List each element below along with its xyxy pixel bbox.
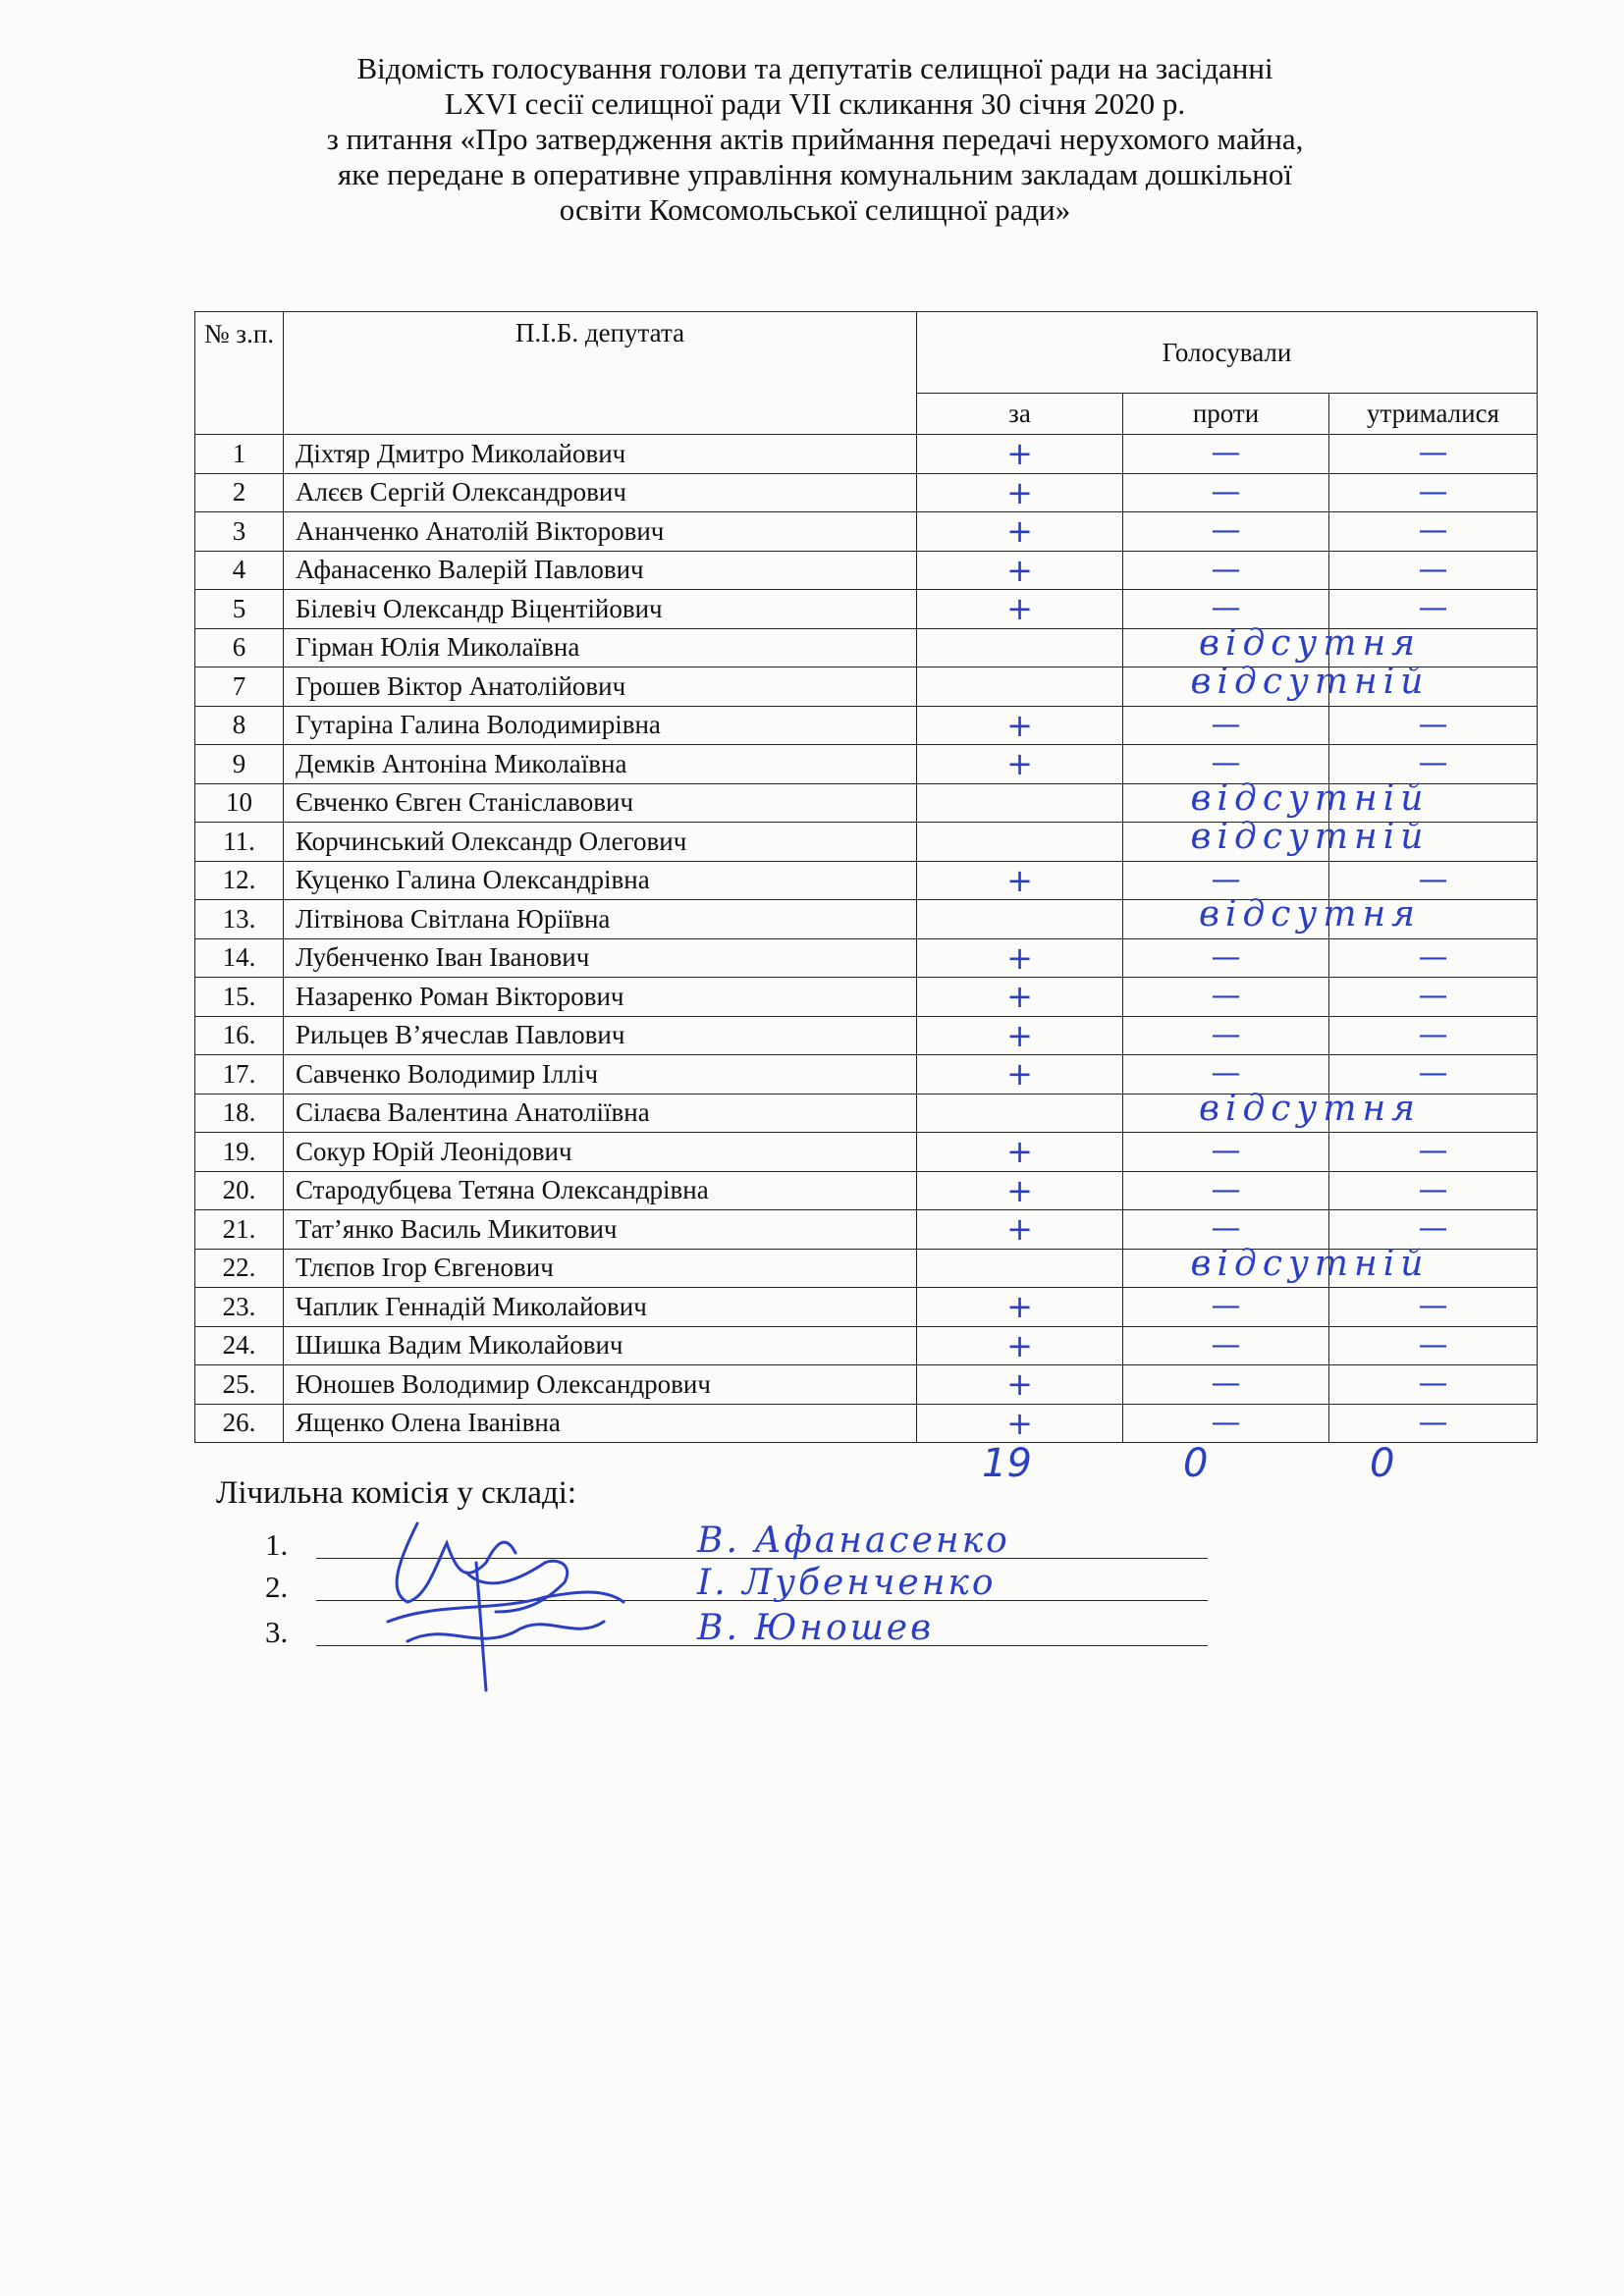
deputy-name: Алєєв Сергій Олександрович <box>284 473 917 512</box>
row-number: 2 <box>195 473 284 512</box>
table-row <box>195 938 1538 978</box>
commission-member-name: В. Афанасенко <box>697 1521 1010 1561</box>
deputy-name: Діхтяр Дмитро Миколайович <box>284 435 917 474</box>
row-number: 5 <box>195 590 284 629</box>
table-row <box>195 706 1538 745</box>
vote-for-mark: + <box>1006 1210 1033 1249</box>
row-number: 12. <box>195 861 284 900</box>
vote-abstain-mark: — <box>1418 436 1448 471</box>
vote-abstain-mark: — <box>1418 591 1448 626</box>
header-line-1: Відомість голосування голови та депутатів селищної ради на засіданні <box>356 51 1273 85</box>
vote-for-mark: + <box>1006 1326 1033 1364</box>
table-row <box>195 1326 1538 1365</box>
table-row <box>195 1249 1538 1288</box>
document-header <box>157 51 1473 228</box>
vote-against-mark: — <box>1211 1134 1241 1169</box>
deputy-name: Афанасенко Валерій Павлович <box>284 551 917 590</box>
vote-for-mark: + <box>1006 861 1033 899</box>
deputy-name: Стародубцева Тетяна Олександрівна <box>284 1171 917 1210</box>
row-number: 19. <box>195 1133 284 1172</box>
vote-abstain-mark: — <box>1418 552 1448 587</box>
vote-for-mark: + <box>1006 1055 1033 1094</box>
vote-for-mark: + <box>1006 1133 1033 1171</box>
signature-3b-stroke <box>407 1622 604 1641</box>
vote-abstain-mark: — <box>1418 1017 1448 1052</box>
vote-abstain-mark: — <box>1418 1056 1448 1092</box>
commission-member-name: І. Лубенченко <box>697 1563 997 1603</box>
column-header-abstain: утрималися <box>1329 394 1538 435</box>
vote-abstain-mark: — <box>1418 513 1448 549</box>
deputy-name: Тлєпов Ігор Євгенович <box>284 1249 917 1288</box>
column-header-against: проти <box>1123 394 1329 435</box>
vote-against-mark: — <box>1211 1172 1241 1207</box>
total-for: 19 <box>982 1441 1032 1486</box>
deputy-name: Лубенченко Іван Іванович <box>284 938 917 978</box>
row-number: 26. <box>195 1404 284 1443</box>
vote-for-mark: + <box>1006 512 1033 551</box>
row-number: 10 <box>195 783 284 823</box>
deputy-name: Сілаєва Валентина Анатоліївна <box>284 1094 917 1133</box>
vote-against-mark: — <box>1211 979 1241 1014</box>
table-row <box>195 978 1538 1017</box>
vote-abstain-mark: — <box>1418 1366 1448 1402</box>
vote-against-mark: — <box>1211 552 1241 587</box>
vote-against-mark: — <box>1211 1211 1241 1247</box>
vote-against-mark: — <box>1211 513 1241 549</box>
column-header-voted: Голосували <box>917 312 1538 394</box>
row-number: 14. <box>195 938 284 978</box>
vote-for-mark: + <box>1006 978 1033 1016</box>
signature-3-stroke <box>388 1592 623 1622</box>
row-number: 7 <box>195 667 284 707</box>
absent-mark: відсутня <box>1198 1088 1421 1129</box>
vote-abstain-mark: — <box>1418 707 1448 742</box>
header-line-5: освіти Комсомольської селищної ради» <box>559 192 1071 227</box>
vote-abstain-mark: — <box>1418 1211 1448 1247</box>
vote-against-mark: — <box>1211 591 1241 626</box>
row-number: 3 <box>195 512 284 552</box>
row-number: 15. <box>195 978 284 1017</box>
deputy-name: Ананченко Анатолій Вікторович <box>284 512 917 552</box>
table-row <box>195 512 1538 552</box>
commission-member-number: 2. <box>265 1570 289 1604</box>
vote-for-mark: + <box>1006 1016 1033 1054</box>
deputy-name: Рильцев В’ячеслав Павлович <box>284 1016 917 1055</box>
vote-abstain-mark: — <box>1418 979 1448 1014</box>
vote-against-mark: — <box>1211 1327 1241 1362</box>
total-against: 0 <box>1183 1441 1209 1486</box>
deputy-name: Гірман Юлія Миколаївна <box>284 628 917 667</box>
vote-abstain-mark: — <box>1418 1172 1448 1207</box>
vote-abstain-mark: — <box>1418 474 1448 509</box>
absent-mark: відсутній <box>1190 662 1430 702</box>
table-row <box>195 1016 1538 1055</box>
deputy-name: Юношев Володимир Олександрович <box>284 1365 917 1405</box>
row-number: 22. <box>195 1249 284 1288</box>
vote-against-mark: — <box>1211 746 1241 781</box>
row-number: 4 <box>195 551 284 590</box>
row-number: 11. <box>195 823 284 862</box>
vote-abstain-mark: — <box>1418 1134 1448 1169</box>
vote-abstain-mark: — <box>1418 1405 1448 1440</box>
commission-member-name: В. Юношев <box>697 1608 935 1648</box>
vote-against-mark: — <box>1211 1017 1241 1052</box>
vote-abstain-mark: — <box>1418 1289 1448 1324</box>
absent-mark: відсутня <box>1198 894 1421 934</box>
deputy-name: Тат’янко Василь Микитович <box>284 1210 917 1250</box>
vote-abstain-mark: — <box>1418 939 1448 975</box>
vote-for-mark: + <box>1006 1404 1033 1442</box>
vote-for-mark: + <box>1006 706 1033 744</box>
vote-for-mark: + <box>1006 1288 1033 1326</box>
deputy-name: Ященко Олена Іванівна <box>284 1404 917 1443</box>
row-number: 1 <box>195 435 284 474</box>
table-row <box>195 900 1538 939</box>
row-number: 9 <box>195 745 284 784</box>
vote-for-mark: + <box>1006 435 1033 473</box>
table-row <box>195 823 1538 862</box>
vote-abstain-mark: — <box>1418 1327 1448 1362</box>
voting-table <box>194 311 1538 1443</box>
table-row <box>195 667 1538 707</box>
row-number: 20. <box>195 1171 284 1210</box>
row-number: 18. <box>195 1094 284 1133</box>
vote-against-mark: — <box>1211 707 1241 742</box>
table-row <box>195 1133 1538 1172</box>
deputy-name: Савченко Володимир Ілліч <box>284 1055 917 1095</box>
vote-against-mark: — <box>1211 1405 1241 1440</box>
deputy-name: Євченко Євген Станіславович <box>284 783 917 823</box>
absent-mark: відсутня <box>1198 622 1421 664</box>
deputy-name: Корчинський Олександр Олегович <box>284 823 917 862</box>
vote-for-mark: + <box>1006 938 1033 977</box>
absent-mark: відсутній <box>1190 1243 1430 1284</box>
deputy-name: Літвінова Світлана Юріївна <box>284 900 917 939</box>
table-row <box>195 1171 1538 1210</box>
vote-against-mark: — <box>1211 436 1241 471</box>
row-number: 6 <box>195 628 284 667</box>
vote-for-mark: + <box>1006 1171 1033 1209</box>
absent-mark: відсутній <box>1190 777 1430 819</box>
row-number: 23. <box>195 1288 284 1327</box>
row-number: 17. <box>195 1055 284 1095</box>
row-number: 8 <box>195 706 284 745</box>
vote-abstain-mark: — <box>1418 862 1448 897</box>
deputy-name: Демків Антоніна Миколаївна <box>284 745 917 784</box>
table-row <box>195 1094 1538 1133</box>
vote-for-mark: + <box>1006 745 1033 783</box>
vote-against-mark: — <box>1211 939 1241 975</box>
vote-against-mark: — <box>1211 1289 1241 1324</box>
table-row <box>195 1404 1538 1443</box>
row-number: 13. <box>195 900 284 939</box>
row-number: 16. <box>195 1016 284 1055</box>
commission-member-number: 1. <box>265 1527 289 1562</box>
commission-label: Лічильна комісія у складі: <box>216 1475 577 1511</box>
total-abstain: 0 <box>1370 1441 1395 1486</box>
deputy-name: Сокур Юрій Леонідович <box>284 1133 917 1172</box>
table-row <box>195 551 1538 590</box>
header-line-4: яке передане в оперативне управління комунальним закладам дошкільної <box>338 157 1292 191</box>
vote-for-mark: + <box>1006 473 1033 511</box>
deputy-name: Шишка Вадим Миколайович <box>284 1326 917 1365</box>
vote-for-mark: + <box>1006 551 1033 589</box>
column-header-name: П.І.Б. депутата <box>284 312 917 435</box>
row-number: 21. <box>195 1210 284 1250</box>
table-body <box>195 435 1538 1443</box>
table-row <box>195 473 1538 512</box>
row-number: 24. <box>195 1326 284 1365</box>
vote-against-mark: — <box>1211 474 1241 509</box>
absent-mark: відсутній <box>1190 817 1430 857</box>
vote-abstain-mark: — <box>1418 746 1448 781</box>
vote-against-mark: — <box>1211 1366 1241 1402</box>
deputy-name: Назаренко Роман Вікторович <box>284 978 917 1017</box>
vote-for-mark: + <box>1006 590 1033 628</box>
deputy-name: Білевіч Олександр Віцентійович <box>284 590 917 629</box>
deputy-name: Чаплик Геннадій Миколайович <box>284 1288 917 1327</box>
header-line-2: LXVI сесії селищної ради VII скликання 30 січня 2020 р. <box>444 86 1186 121</box>
table-row <box>195 435 1538 474</box>
column-header-number: № з.п. <box>195 312 284 435</box>
header-line-3: з питання «Про затвердження актів приймання передачі нерухомого майна, <box>326 122 1304 156</box>
vote-against-mark: — <box>1211 862 1241 897</box>
table-row <box>195 1365 1538 1405</box>
table-row <box>195 1288 1538 1327</box>
deputy-name: Гутаріна Галина Володимирівна <box>284 706 917 745</box>
column-header-for: за <box>917 394 1123 435</box>
deputy-name: Грошев Віктор Анатолійович <box>284 667 917 707</box>
deputy-name: Куценко Галина Олександрівна <box>284 861 917 900</box>
vote-against-mark: — <box>1211 1056 1241 1092</box>
handwritten-signatures <box>378 1504 663 1700</box>
row-number: 25. <box>195 1365 284 1405</box>
commission-member-number: 3. <box>265 1615 289 1649</box>
vote-for-mark: + <box>1006 1365 1033 1404</box>
signature-1-stroke <box>397 1523 515 1602</box>
